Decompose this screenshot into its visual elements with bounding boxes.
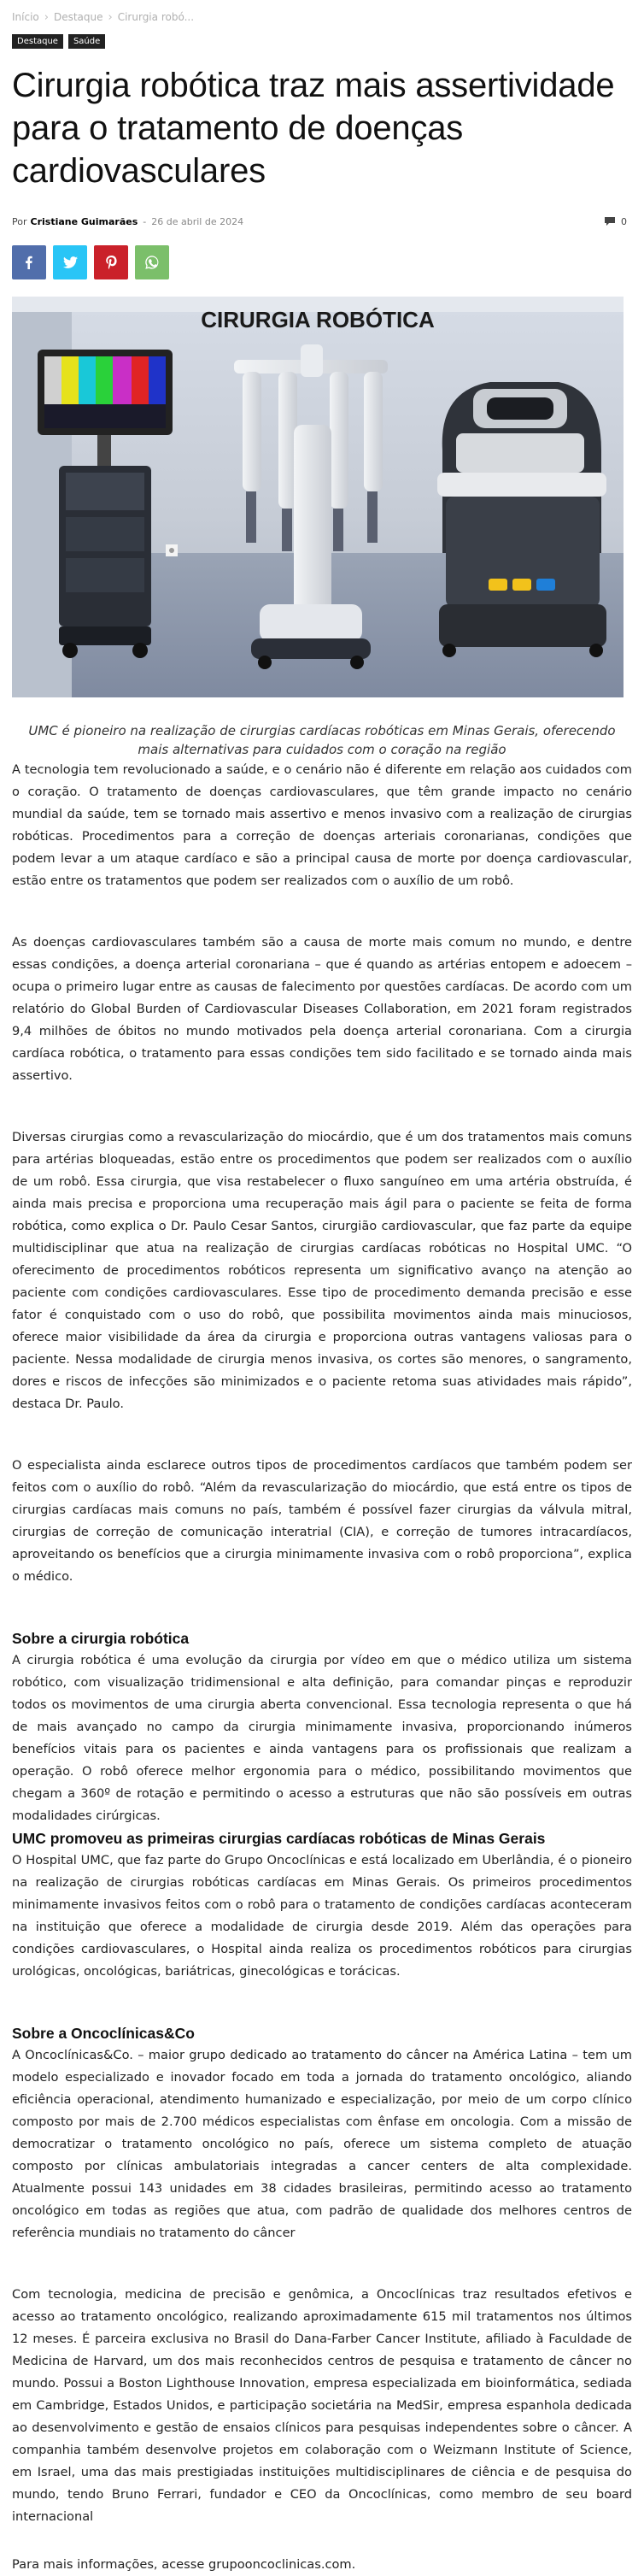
tag-saude[interactable]: Saúde	[68, 34, 105, 49]
hero-sign-text: CIRURGIA ROBÓTICA	[201, 307, 435, 332]
meta-separator: -	[143, 215, 147, 227]
article-paragraph: A cirurgia robótica é uma evolução da cirurgia por vídeo em que o médico utiliza um sistema robótico, com visualização tridimensional e alta definição, para comandar pinças e reproduzir todos os movimentos de uma cirurgia aberta convencional. Essa tecnologia representa o que há de mais avançado no campo da cirurgia minimamente invasiva, proporcionando inúmeros benefícios vitais para os pacientes e ainda vantagens para os profissionais que realizam a operação. O robô oferece melhor ergonomia para o médico, possibilitando movimentos que chegam a 360º de rotação e permitindo o acesso a estruturas que não são possíveis em outras modalidades cirúrgicas.	[12, 1653, 632, 1823]
whatsapp-share-button[interactable]	[135, 245, 169, 279]
whatsapp-icon	[144, 255, 160, 270]
breadcrumb-home[interactable]: Início	[12, 11, 39, 23]
publish-date: 26 de abril de 2024	[151, 215, 244, 227]
article-paragraph: Com tecnologia, medicina de precisão e genômica, a Oncoclínicas traz resultados efetivos e acesso ao tratamento oncológico, realizando aproximadamente 615 mil tratamentos nos últimos 12 meses. É parceira exclusiva no Brasil do Dana-Farber Cancer Institute, afiliado à Faculdade de Medicina de Harvard, um dos mais reconhecidos centros de pesquisa e tratamento de câncer no mundo. Possui a Boston Lighthouse Innovation, empresa especializada em bioinformática, sediada em Cambridge, Estados Unidos, e participação societária na MedSir, empresa espanhola dedicada ao desenvolvimento e gestão de ensaios clínicos para pesquisas independentes sobre o câncer. A companhia também desenvolve projetos em colaboração com o Weizmann Institute of Science, em Israel, uma das mais prestigiadas instituições multidisciplinares de ciência e de pesquisa do mundo, tendo Bruno Ferrari, fundador e CEO da Oncoclínicas, como membro de seu board internacional	[12, 2287, 632, 2524]
comment-icon	[604, 216, 616, 226]
hero-image	[12, 297, 624, 697]
article-paragraph: O Hospital UMC, que faz parte do Grupo Oncoclínicas e está localizado em Uberlândia, é o pioneiro na realização de cirurgias robóticas cardíacas em Minas Gerais. Os primeiros procedimentos minimamente invasivos feitos com o robô para o tratamento de condições cardíacas aconteceram na instituição que oferece a modalidade de cirurgia desde 2019. Além das operações para condições cardiovasculares, o Hospital ainda realiza os procedimentos robóticos para cirurgias urológicas, oncológicas, bariátricas, ginecológicas e torácicas.	[12, 1853, 632, 1979]
share-buttons	[12, 245, 632, 279]
breadcrumb	[12, 0, 632, 34]
twitter-share-button[interactable]	[53, 245, 87, 279]
article-paragraph: A Oncoclínicas&Co. – maior grupo dedicado ao tratamento do câncer na América Latina – tem um modelo especializado e inovador focado em toda a jornada do tratamento oncológico, aliando eficiência operacional, atendimento humanizado e especialização, por meio de um corpo clínico composto por mais de 2.700 médicos especialistas com ênfase em oncologia. Com a missão de democratizar o tratamento oncológico no país, oferece um sistema completo de atuação composto por clínicas ambulatoriais integradas a cancer centers de alta complexidade. Atualmente possui 143 unidades em 38 cidades brasileiras, permitindo acesso ao tratamento oncológico em todas as regiões que atua, com padrão de qualidade dos melhores centros de referência mundiais no tratamento do câncer	[12, 2048, 632, 2240]
category-tags	[12, 34, 632, 49]
author-link[interactable]: Cristiane Guimarães	[30, 215, 138, 227]
article-paragraph: Diversas cirurgias como a revascularização do miocárdio, que é um dos tratamentos mais comuns para artérias bloqueadas, estão entre os procedimentos que podem ser realizados com o auxílio de um robô. Essa cirurgia, que visa restabelecer o fluxo sanguíneo em uma artéria obstruída, é ainda mais precisa e proporciona uma recuperação mais ágil para o paciente se feita de forma robótica, como explica o Dr. Paulo Cesar Santos, cirurgião cardiovascular, que faz parte da equipe multidisciplinar que atua na realização de cirurgias cardíacas robóticas no Hospital UMC. “O oferecimento de procedimentos robóticos representa um significativo avanço na atenção ao paciente com condições cardiovasculares. Esse tipo de procedimento demanda precisão e esse fator é conquistado com o uso do robô, que possibilita movimentos ainda mais minuciosos, oferece maior visibilidade da área da cirurgia e proporciona outras vantagens valiosas para o paciente. Nessa modalidade de cirurgia menos invasiva, os cortes são menores, o sangramento, dores e riscos de infecções são minimizados e o paciente retoma suas atividades mais rápido”, destaca Dr. Paulo.	[12, 1130, 632, 1411]
image-caption: UMC é pioneiro na realização de cirurgias cardíacas robóticas em Minas Gerais, oferecendo mais alternativas para cuidados com o coração na região	[28, 723, 616, 757]
breadcrumb-current: Cirurgia robó...	[117, 11, 195, 23]
robotic-surgery-photo	[12, 297, 624, 697]
by-label: Por	[12, 215, 27, 227]
twitter-icon	[63, 256, 78, 268]
pinterest-icon	[106, 256, 117, 269]
chevron-right-icon: ›	[44, 10, 49, 24]
tag-destaque[interactable]: Destaque	[12, 34, 63, 49]
article-paragraph: A tecnologia tem revolucionado a saúde, e o cenário não é diferente em relação aos cuidados com o coração. O tratamento de doenças cardiovasculares, que têm grande impacto no cenário mundial da saúde, tem se tornado mais assertivo e menos invasivo com a realização de cirurgias robóticas. Procedimentos para a correção de doenças arteriais coronarianas, condições que podem levar a um ataque cardíaco e são a principal causa de morte por doença cardiovascular, estão entre os tratamentos que podem ser realizados com o auxílio de um robô.	[12, 762, 632, 888]
more-info-text[interactable]: Para mais informações, acesse grupooncoclinicas.com.	[12, 2557, 356, 2572]
comments-count: 0	[621, 215, 627, 227]
pinterest-share-button[interactable]	[94, 245, 128, 279]
section-heading: UMC promoveu as primeiras cirurgias cardíacas robóticas de Minas Gerais	[12, 1830, 546, 1847]
facebook-share-button[interactable]	[12, 245, 46, 279]
article-body	[12, 759, 632, 2576]
section-heading: Sobre a Oncoclínicas&Co	[12, 2025, 195, 2042]
article-meta	[12, 215, 632, 228]
page-title: Cirurgia robótica traz mais assertividade para o tratamento de doenças cardiovasculares	[12, 67, 615, 190]
breadcrumb-section[interactable]: Destaque	[53, 11, 103, 23]
section-heading: Sobre a cirurgia robótica	[12, 1630, 190, 1647]
chevron-right-icon: ›	[108, 10, 113, 24]
comments-link[interactable]	[604, 216, 627, 227]
article-paragraph: O especialista ainda esclarece outros tipos de procedimentos cardíacos que também podem ser feitos com o auxílio do robô. “Além da revascularização do miocárdio, que está entre os tipos de cirurgias cardíacas mais comuns no país, também é possível fazer cirurgias da válvula mitral, cirurgias de correção de comunicação interatrial (CIA), e correção de tumores intracardíacos, aproveitando os benefícios que a cirurgia minimamente invasiva com o robô proporciona”, explica o médico.	[12, 1458, 632, 1584]
facebook-icon	[22, 256, 36, 269]
article-paragraph: As doenças cardiovasculares também são a causa de morte mais comum no mundo, e dentre essas condições, a doença arterial coronariana – que é quando as artérias entopem e adoecem – ocupa o primeiro lugar entre as causas de falecimento por questões cardíacas. De acordo com um relatório do Global Burden of Cardiovascular Diseases Collaboration, em 2021 foram registrados 9,4 milhões de óbitos no mundo motivados pela doença arterial coronariana. Com a cirurgia cardíaca robótica, o tratamento para essas condições tem sido facilitado e se tornado ainda mais assertivo.	[12, 935, 632, 1083]
